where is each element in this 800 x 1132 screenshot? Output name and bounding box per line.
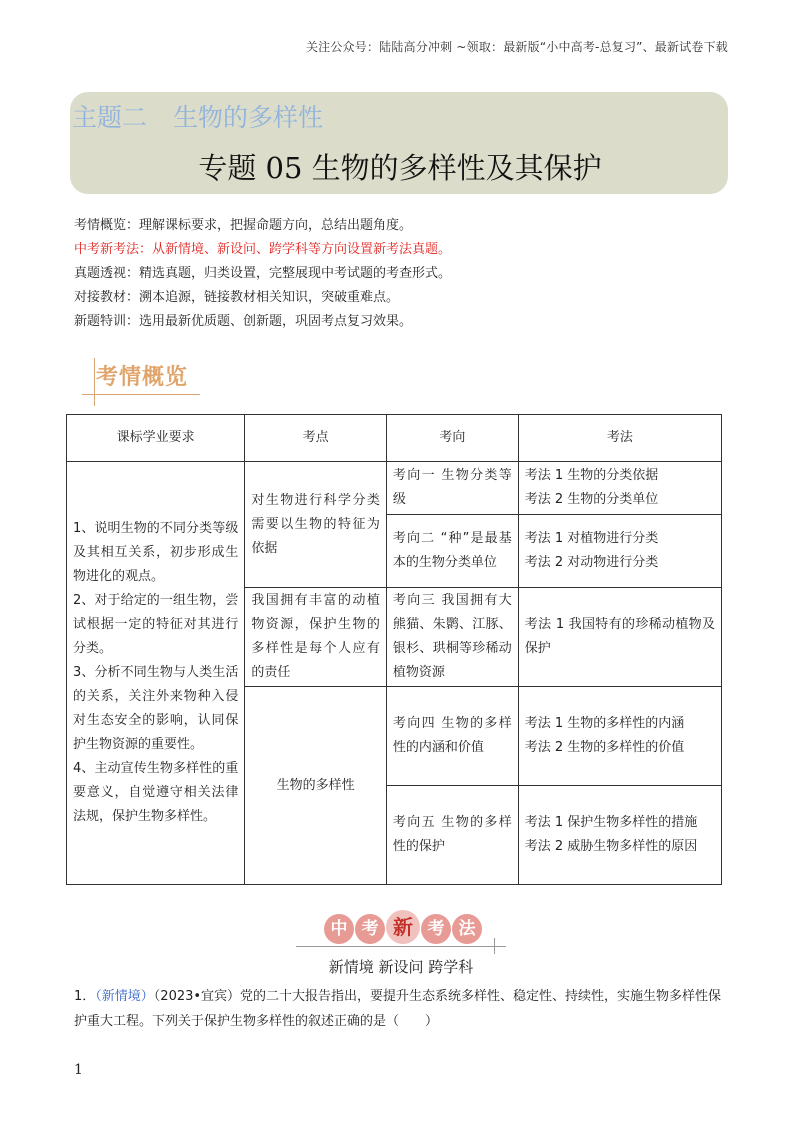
table-header-cell: 课标学业要求: [67, 415, 245, 462]
badge-char: 考: [421, 914, 451, 944]
badge-subtitle: 新情境 新设问 跨学科: [328, 958, 474, 976]
table-header-cell: 考向: [386, 415, 518, 462]
point-cell: 我国拥有丰富的动植物资源，保护生物的多样性是每个人应有的责任: [245, 588, 387, 687]
intro-line: 新题特训：选用最新优质题、创新题，巩固考点复习效果。: [74, 314, 413, 329]
point-cell: 生物的多样性: [245, 687, 387, 885]
badge-divider: [494, 938, 495, 954]
section-heading-label: 考情概览: [96, 365, 189, 390]
direction-cell: 考向四 生物的多样性的内涵和价值: [386, 687, 518, 786]
heading-decoration: [94, 358, 95, 406]
method-cell: [518, 687, 721, 786]
section-heading: [82, 358, 212, 406]
table-row: [67, 462, 722, 515]
requirement-item: 1、说明生物的不同分类等级及其相互关系，初步形成生物进化的观点。: [73, 521, 239, 584]
top-note: 关注公众号：陆陆高分冲刺 ~领取：最新版“小中高考-总复习”、最新试卷下载: [305, 40, 728, 54]
page-number: 1: [74, 1062, 83, 1078]
point-cell: 对生物进行科学分类需要以生物的特征为依据: [245, 462, 387, 588]
new-exam-method-badge: [296, 908, 506, 980]
table-header-cell: 考点: [245, 415, 387, 462]
special-title: 专题 05 生物的多样性及其保护: [198, 151, 602, 185]
requirement-item: 2、对于给定的一组生物，尝试根据一定的特征对其进行分类。: [73, 593, 239, 656]
topic-name: 生物的多样性: [173, 103, 324, 132]
intro-line-highlight: 中考新考法：从新情境、新设问、跨学科等方向设置新考法真题。: [74, 242, 452, 257]
badge-char: 中: [324, 914, 354, 944]
heading-decoration: [82, 394, 200, 395]
intro-line: 对接教材：溯本追源，链接教材相关知识，突破重难点。: [74, 290, 400, 305]
question-1: [74, 984, 734, 1034]
badge-divider: [296, 946, 506, 947]
method-item: 考法 2 生物的分类单位: [524, 492, 659, 507]
direction-cell: 考向五 生物的多样性的保护: [386, 786, 518, 885]
topic-heading: [72, 98, 349, 134]
method-item: 考法 1 对植物进行分类: [524, 531, 659, 546]
direction-cell: 考向一 生物分类等级: [386, 462, 518, 515]
question-tag: （新情境）: [95, 989, 154, 1004]
intro-line: 真题透视：精选真题，归类设置，完整展现中考试题的考查形式。: [74, 266, 452, 281]
table-header-row: [67, 415, 722, 462]
method-cell: [518, 462, 721, 515]
topic-number: 主题二: [72, 103, 148, 132]
badge-char: 新: [386, 910, 420, 944]
exam-overview-table: [66, 414, 722, 885]
requirements-cell: [67, 462, 245, 885]
method-item: 考法 1 保护生物多样性的措施: [524, 815, 698, 830]
intro-line: 考情概览：理解课标要求，把握命题方向，总结出题角度。: [74, 218, 413, 233]
method-cell: [518, 588, 721, 687]
method-item: 考法 2 生物的多样性的价值: [524, 740, 685, 755]
method-cell: [518, 515, 721, 588]
requirement-item: 4、主动宣传生物多样性的重要意义，自觉遵守相关法律法规，保护生物多样性。: [73, 761, 239, 824]
direction-cell: 考向三 我国拥有大熊猫、朱鹮、江豚、银杉、珙桐等珍稀动植物资源: [386, 588, 518, 687]
method-item: 考法 2 威胁生物多样性的原因: [524, 839, 698, 854]
requirement-item: 3、分析不同生物与人类生活的关系，关注外来物种入侵对生态安全的影响，认同保护生物资源的重要性。: [73, 665, 239, 752]
method-cell: [518, 786, 721, 885]
badge-char: 考: [355, 914, 385, 944]
method-item: 考法 1 我国特有的珍稀动植物及保护: [524, 617, 715, 656]
method-item: 考法 1 生物的多样性的内涵: [524, 716, 685, 731]
direction-cell: 考向二 “种”是最基本的生物分类单位: [386, 515, 518, 588]
question-text: （2023•宜宾）党的二十大报告指出，要提升生态系统多样性、稳定性、持续性，实施生物多样性保护重大工程。下列关于保护生物多样性的叙述正确的是（ ）: [74, 989, 722, 1029]
table-header-cell: 考法: [518, 415, 721, 462]
badge-char: 法: [452, 914, 482, 944]
method-item: 考法 2 对动物进行分类: [524, 555, 659, 570]
badge-bubbles: [324, 910, 483, 944]
intro-block: [74, 214, 451, 334]
method-item: 考法 1 生物的分类依据: [524, 468, 659, 483]
question-number: 1．: [74, 989, 96, 1004]
